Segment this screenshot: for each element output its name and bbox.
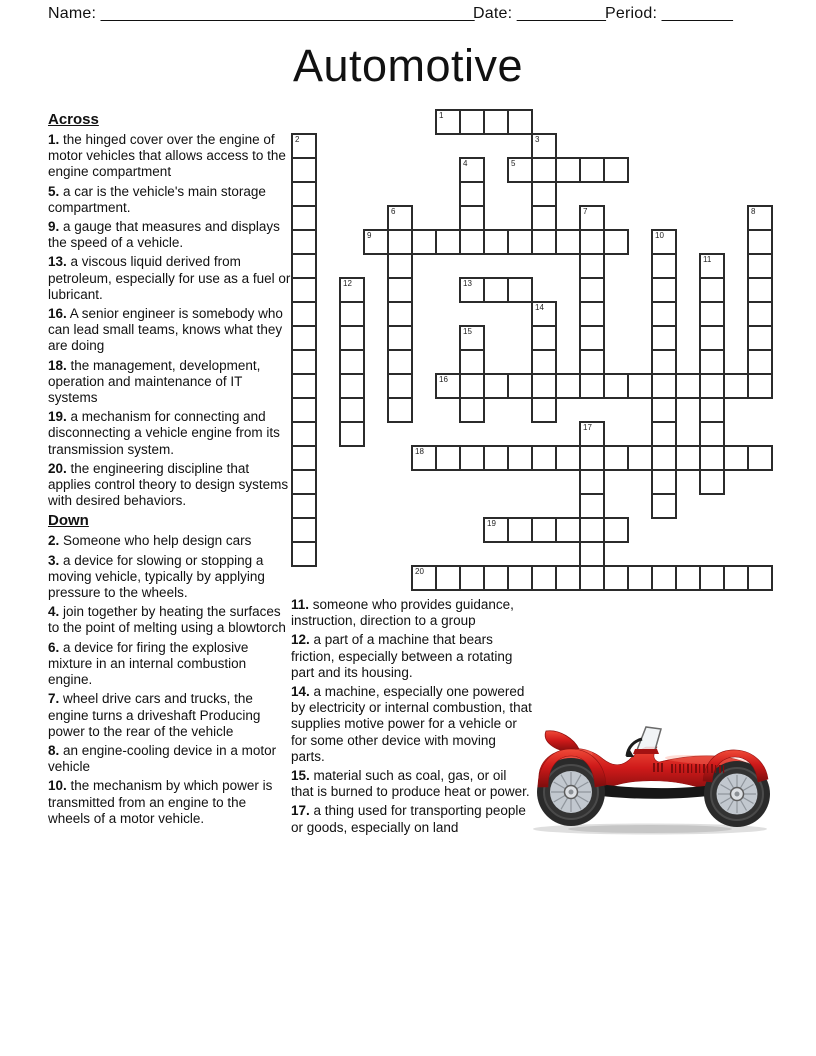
grid-cell[interactable]	[699, 469, 725, 495]
cell-number: 17	[583, 423, 592, 432]
clue-6: 6. a device for firing the explosive mixture in an internal combustion engine.	[48, 639, 249, 688]
grid-cell[interactable]	[435, 373, 461, 399]
grid-cell[interactable]	[555, 373, 581, 399]
cell-number: 7	[583, 207, 588, 216]
grid-cell[interactable]	[579, 565, 605, 591]
grid-cell[interactable]	[291, 253, 317, 279]
grid-cell[interactable]	[531, 133, 557, 159]
grid-cell[interactable]	[603, 565, 629, 591]
grid-cell[interactable]	[555, 565, 581, 591]
grid-cell[interactable]	[483, 229, 509, 255]
period-label: Period:	[605, 5, 658, 22]
grid-cell[interactable]	[603, 517, 629, 543]
grid-cell[interactable]	[579, 301, 605, 327]
grid-cell[interactable]	[483, 565, 509, 591]
grid-cell[interactable]	[483, 373, 509, 399]
grid-cell[interactable]	[579, 205, 605, 231]
name-field	[48, 5, 475, 23]
grid-cell[interactable]	[651, 445, 677, 471]
grid-cell[interactable]	[507, 565, 533, 591]
grid-cell[interactable]	[531, 205, 557, 231]
grid-cell[interactable]	[339, 277, 365, 303]
period-blank-line[interactable]: ________	[661, 5, 733, 22]
grid-cell[interactable]	[555, 517, 581, 543]
grid-cell[interactable]	[699, 373, 725, 399]
cell-number: 19	[487, 519, 496, 528]
cell-number: 1	[439, 111, 444, 120]
cell-number: 5	[511, 159, 516, 168]
grid-cell[interactable]	[675, 373, 701, 399]
cell-number: 16	[439, 375, 448, 384]
grid-cell[interactable]	[459, 157, 485, 183]
grid-cell[interactable]	[747, 205, 773, 231]
cell-number: 12	[343, 279, 352, 288]
grid-cell[interactable]	[531, 373, 557, 399]
grid-cell[interactable]	[291, 541, 317, 567]
cell-number: 14	[535, 303, 544, 312]
grid-cell[interactable]	[579, 157, 605, 183]
grid-cell[interactable]	[651, 493, 677, 519]
grid-cell[interactable]	[291, 157, 317, 183]
cell-number: 9	[367, 231, 372, 240]
grid-cell[interactable]	[291, 493, 317, 519]
cell-number: 11	[703, 255, 712, 264]
grid-cell[interactable]	[363, 229, 389, 255]
clue-15: 15. material such as coal, gas, or oil that is burned to produce heat or power.	[291, 768, 530, 800]
grid-cell[interactable]	[579, 445, 605, 471]
grid-cell[interactable]	[459, 109, 485, 135]
grid-cell[interactable]	[699, 253, 725, 279]
grid-cell[interactable]	[339, 397, 365, 423]
grid-cell[interactable]	[387, 229, 413, 255]
grid-cell[interactable]	[579, 253, 605, 279]
grid-cell[interactable]	[747, 349, 773, 375]
grid-cell[interactable]	[387, 397, 413, 423]
date-blank-line[interactable]: __________	[516, 5, 606, 22]
grid-cell[interactable]	[507, 229, 533, 255]
cell-number: 13	[463, 279, 472, 288]
grid-cell[interactable]	[531, 349, 557, 375]
grid-cell[interactable]	[747, 325, 773, 351]
grid-cell[interactable]	[747, 253, 773, 279]
grid-cell[interactable]	[339, 325, 365, 351]
down-clue-list-left	[48, 533, 291, 826]
name-blank-line[interactable]: __________________________________________	[100, 5, 475, 22]
grid-cell[interactable]	[459, 373, 485, 399]
grid-cell[interactable]	[507, 373, 533, 399]
grid-cell[interactable]	[507, 517, 533, 543]
grid-cell[interactable]	[579, 373, 605, 399]
clue-2: 2. Someone who help design cars	[48, 533, 252, 549]
grid-cell[interactable]	[579, 493, 605, 519]
grid-cell[interactable]	[531, 517, 557, 543]
cell-number: 3	[535, 135, 540, 144]
grid-cell[interactable]	[699, 421, 725, 447]
grid-cell[interactable]	[699, 445, 725, 471]
clue-3: 3. a device for slowing or stopping a moving vehicle, typically by applying pressure to the wheels.	[48, 552, 265, 601]
clue-9: 9. a gauge that measures and displays the speed of a vehicle.	[48, 219, 280, 251]
grid-cell[interactable]	[291, 469, 317, 495]
grid-cell[interactable]	[531, 181, 557, 207]
grid-cell[interactable]	[579, 325, 605, 351]
clue-19: 19. a mechanism for connecting and disconnecting a vehicle engine from its transmission system.	[48, 409, 280, 457]
grid-cell[interactable]	[411, 565, 437, 591]
grid-cell[interactable]	[531, 565, 557, 591]
grid-cell[interactable]	[291, 181, 317, 207]
date-field	[473, 5, 606, 23]
clue-1: 1. the hinged cover over the engine of motor vehicles that allows access to the engine compartment	[48, 132, 286, 180]
grid-cell[interactable]	[531, 301, 557, 327]
grid-cell[interactable]	[627, 445, 653, 471]
grid-cell[interactable]	[435, 109, 461, 135]
grid-cell[interactable]	[651, 253, 677, 279]
clue-column-right	[291, 597, 532, 839]
grid-cell[interactable]	[651, 301, 677, 327]
clue-13: 13. a viscous liquid derived from petroleum, especially for use as a fuel or lubricant.	[48, 254, 291, 302]
grid-cell[interactable]	[747, 229, 773, 255]
grid-cell[interactable]	[387, 373, 413, 399]
grid-cell[interactable]	[531, 157, 557, 183]
grid-cell[interactable]	[459, 205, 485, 231]
grid-cell[interactable]	[291, 349, 317, 375]
grid-cell[interactable]	[531, 397, 557, 423]
grid-cell[interactable]	[651, 397, 677, 423]
grid-cell[interactable]	[699, 301, 725, 327]
grid-cell[interactable]	[507, 277, 533, 303]
name-label: Name:	[48, 5, 97, 22]
clue-18: 18. the management, development, operation and maintenance of IT systems	[48, 357, 261, 406]
grid-cell[interactable]	[291, 421, 317, 447]
grid-cell[interactable]	[651, 277, 677, 303]
grid-cell[interactable]	[459, 277, 485, 303]
grid-cell[interactable]	[555, 445, 581, 471]
grid-cell[interactable]	[387, 301, 413, 327]
grid-cell[interactable]	[723, 565, 749, 591]
page-title: Automotive	[292, 40, 524, 91]
clue-12: 12. a part of a machine that bears friction, especially between a rotating part and its housing.	[291, 632, 513, 680]
grid-cell[interactable]	[339, 301, 365, 327]
grid-cell[interactable]	[459, 445, 485, 471]
grid-cell[interactable]	[291, 445, 317, 471]
grid-cell[interactable]	[603, 229, 629, 255]
clue-8: 8. an engine-cooling device in a motor vehicle	[48, 742, 277, 775]
cell-number: 4	[463, 159, 468, 168]
grid-cell[interactable]	[579, 229, 605, 255]
grid-cell[interactable]	[387, 253, 413, 279]
cell-number: 20	[415, 567, 424, 576]
grid-cell[interactable]	[459, 181, 485, 207]
grid-cell[interactable]	[459, 349, 485, 375]
grid-cell[interactable]	[387, 277, 413, 303]
clue-11: 11. someone who provides guidance, instruction, direction to a group	[291, 597, 514, 629]
cell-number: 10	[655, 231, 664, 240]
clue-14: 14. a machine, especially one powered by electricity or internal combustion, that supplies motive power for a vehicle or for some other device with moving parts.	[291, 684, 532, 764]
grid-cell[interactable]	[651, 349, 677, 375]
grid-cell[interactable]	[723, 445, 749, 471]
grid-cell[interactable]	[387, 205, 413, 231]
grid-cell[interactable]	[339, 421, 365, 447]
grid-cell[interactable]	[291, 325, 317, 351]
grid-cell[interactable]	[699, 325, 725, 351]
grid-cell[interactable]	[411, 229, 437, 255]
grid-cell[interactable]	[579, 277, 605, 303]
grid-cell[interactable]	[699, 349, 725, 375]
grid-cell[interactable]	[339, 349, 365, 375]
clue-17: 17. a thing used for transporting people or goods, especially on land	[291, 803, 526, 835]
cell-number: 18	[415, 447, 424, 456]
grid-cell[interactable]	[291, 229, 317, 255]
clue-column-left	[48, 111, 291, 830]
clue-20: 20. the engineering discipline that applies control theory to design systems with desired behaviors.	[48, 460, 289, 509]
grid-cell[interactable]	[651, 565, 677, 591]
across-heading: Across	[48, 111, 99, 128]
grid-cell[interactable]	[723, 373, 749, 399]
clue-4: 4. join together by heating the surfaces to the point of melting using a blowtorch	[48, 604, 286, 636]
crossword-grid	[292, 110, 773, 591]
grid-cell[interactable]	[483, 277, 509, 303]
grid-cell[interactable]	[483, 517, 509, 543]
grid-cell[interactable]	[747, 301, 773, 327]
grid-cell[interactable]	[603, 445, 629, 471]
grid-cell[interactable]	[603, 373, 629, 399]
grid-cell[interactable]	[459, 229, 485, 255]
grid-cell[interactable]	[579, 517, 605, 543]
clue-7: 7. wheel drive cars and trucks, the engine turns a driveshaft Producing power to the rear of the vehicle	[48, 691, 261, 739]
grid-cell[interactable]	[291, 397, 317, 423]
grid-cell[interactable]	[579, 541, 605, 567]
grid-cell[interactable]	[627, 373, 653, 399]
grid-cell[interactable]	[483, 445, 509, 471]
grid-cell[interactable]	[603, 157, 629, 183]
grid-cell[interactable]	[555, 157, 581, 183]
grid-cell[interactable]	[675, 445, 701, 471]
date-label: Date:	[473, 5, 513, 22]
car-illustration	[525, 690, 770, 838]
grid-cell[interactable]	[531, 325, 557, 351]
down-heading: Down	[48, 512, 89, 530]
grid-cell[interactable]	[507, 109, 533, 135]
grid-cell[interactable]	[579, 349, 605, 375]
grid-cell[interactable]	[291, 205, 317, 231]
grid-cell[interactable]	[651, 469, 677, 495]
grid-cell[interactable]	[459, 325, 485, 351]
grid-cell[interactable]	[699, 277, 725, 303]
grid-cell[interactable]	[435, 565, 461, 591]
grid-cell[interactable]	[435, 445, 461, 471]
grid-cell[interactable]	[699, 565, 725, 591]
grid-cell[interactable]	[651, 229, 677, 255]
grid-cell[interactable]	[627, 565, 653, 591]
grid-cell[interactable]	[651, 325, 677, 351]
grid-cell[interactable]	[699, 397, 725, 423]
cell-number: 2	[295, 135, 300, 144]
grid-cell[interactable]	[411, 445, 437, 471]
grid-cell[interactable]	[555, 229, 581, 255]
grid-cell[interactable]	[747, 565, 773, 591]
grid-cell[interactable]	[747, 277, 773, 303]
grid-cell[interactable]	[531, 229, 557, 255]
grid-cell[interactable]	[579, 469, 605, 495]
cell-number: 8	[751, 207, 756, 216]
grid-cell[interactable]	[747, 373, 773, 399]
cell-number: 6	[391, 207, 396, 216]
grid-cell[interactable]	[675, 565, 701, 591]
grid-cell[interactable]	[387, 325, 413, 351]
period-field	[605, 5, 733, 23]
grid-cell[interactable]	[483, 109, 509, 135]
grid-cell[interactable]	[507, 445, 533, 471]
down-clue-list-right	[291, 597, 532, 836]
grid-cell[interactable]	[339, 373, 365, 399]
clue-16: 16. A senior engineer is somebody who can lead small teams, knows what they are doing	[48, 306, 283, 354]
grid-cell[interactable]	[651, 421, 677, 447]
clue-10: 10. the mechanism by which power is transmitted from an engine to the wheels of a motor vehicle.	[48, 778, 273, 826]
across-clue-list	[48, 132, 291, 509]
grid-cell[interactable]	[507, 157, 533, 183]
grid-cell[interactable]	[459, 565, 485, 591]
grid-cell[interactable]	[531, 445, 557, 471]
grid-cell[interactable]	[579, 421, 605, 447]
grid-cell[interactable]	[291, 373, 317, 399]
grid-cell[interactable]	[291, 133, 317, 159]
grid-cell[interactable]	[291, 277, 317, 303]
grid-cell[interactable]	[435, 229, 461, 255]
cell-number: 15	[463, 327, 472, 336]
grid-cell[interactable]	[387, 349, 413, 375]
grid-cell[interactable]	[459, 397, 485, 423]
grid-cell[interactable]	[747, 445, 773, 471]
grid-cell[interactable]	[651, 373, 677, 399]
clue-5: 5. a car is the vehicle's main storage compartment.	[48, 183, 266, 215]
grid-cell[interactable]	[291, 301, 317, 327]
grid-cell[interactable]	[291, 517, 317, 543]
